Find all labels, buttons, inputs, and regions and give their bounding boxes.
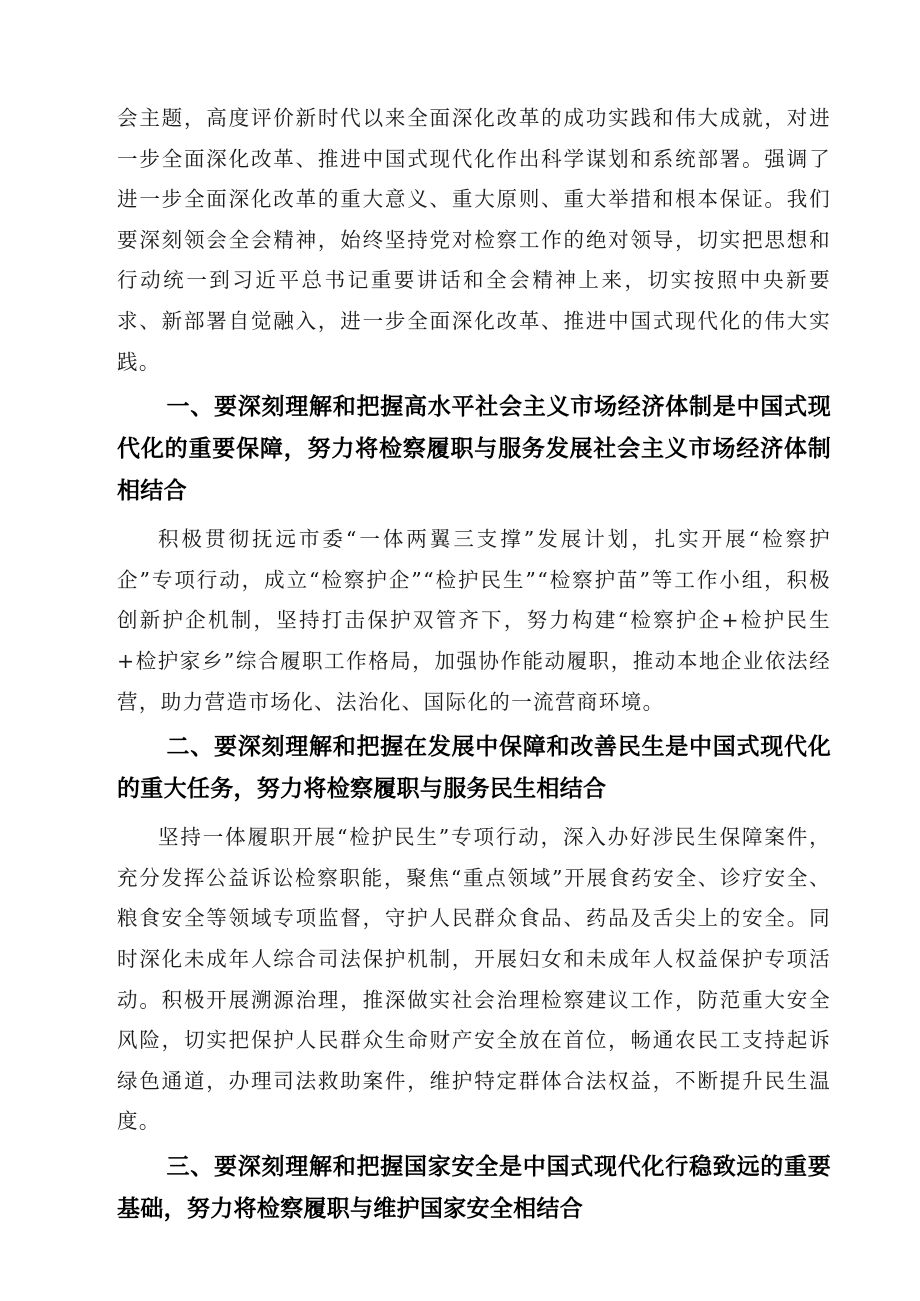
section-2-body: 坚持一体履职开展“检护民生”专项行动，深入办好涉民生保障案件，充分发挥公益诉讼检察职能，聚焦“重点领域”开展食药安全、诊疗安全、粮食安全等领域专项监督，守护人民群众食品、药品及舌尖上的安全。同时深化未成年人综合司法保护机制，开展妇女和未成年人权益保护专项活动。积极开展溯源治理，推深做实社会治理检察建议工作，防范重大安全风险，切实把保护人民群众生命财产安全放在首位，畅通农民工支持起诉绿色通道，办理司法救助案件，维护特定群体合法权益，不断提升民生温度。 xyxy=(117,825,831,1134)
section-3-heading: 三、要深刻理解和把握国家安全是中国式现代化行稳致远的重要基础，努力将检察履职与维护国家安全相结合 xyxy=(117,1153,831,1222)
document-body xyxy=(117,98,831,1230)
section-2-heading: 二、要深刻理解和把握在发展中保障和改善民生是中国式现代化的重大任务，努力将检察履职与服务民生相结合 xyxy=(117,734,831,803)
section-1-body: 积极贯彻抚远市委“一体两翼三支撑”发展计划，扎实开展“检察护企”专项行动，成立“检察护企”“检护民生”“检察护苗”等工作小组，积极创新护企机制，坚持打击保护双管齐下，努力构建“检察护企+检护民生+检护家乡”综合履职工作格局，加强协作能动履职，推动本地企业依法经营，助力营造市场化、法治化、国际化的一流营商环境。 xyxy=(117,527,831,714)
intro-paragraph: 会主题，高度评价新时代以来全面深化改革的成功实践和伟大成就，对进一步全面深化改革、推进中国式现代化作出科学谋划和系统部署。强调了进一步全面深化改革的重大意义、重大原则、重大举措和根本保证。我们要深刻领会全会精神，始终坚持党对检察工作的绝对领导，切实把思想和行动统一到习近平总书记重要讲话和全会精神上来，切实按照中央新要求、新部署自觉融入，进一步全面深化改革、推进中国式现代化的伟大实践。 xyxy=(117,106,831,374)
section-1-heading: 一、要深刻理解和把握高水平社会主义市场经济体制是中国式现代化的重要保障，努力将检察履职与服务发展社会主义市场经济体制相结合 xyxy=(117,394,831,505)
